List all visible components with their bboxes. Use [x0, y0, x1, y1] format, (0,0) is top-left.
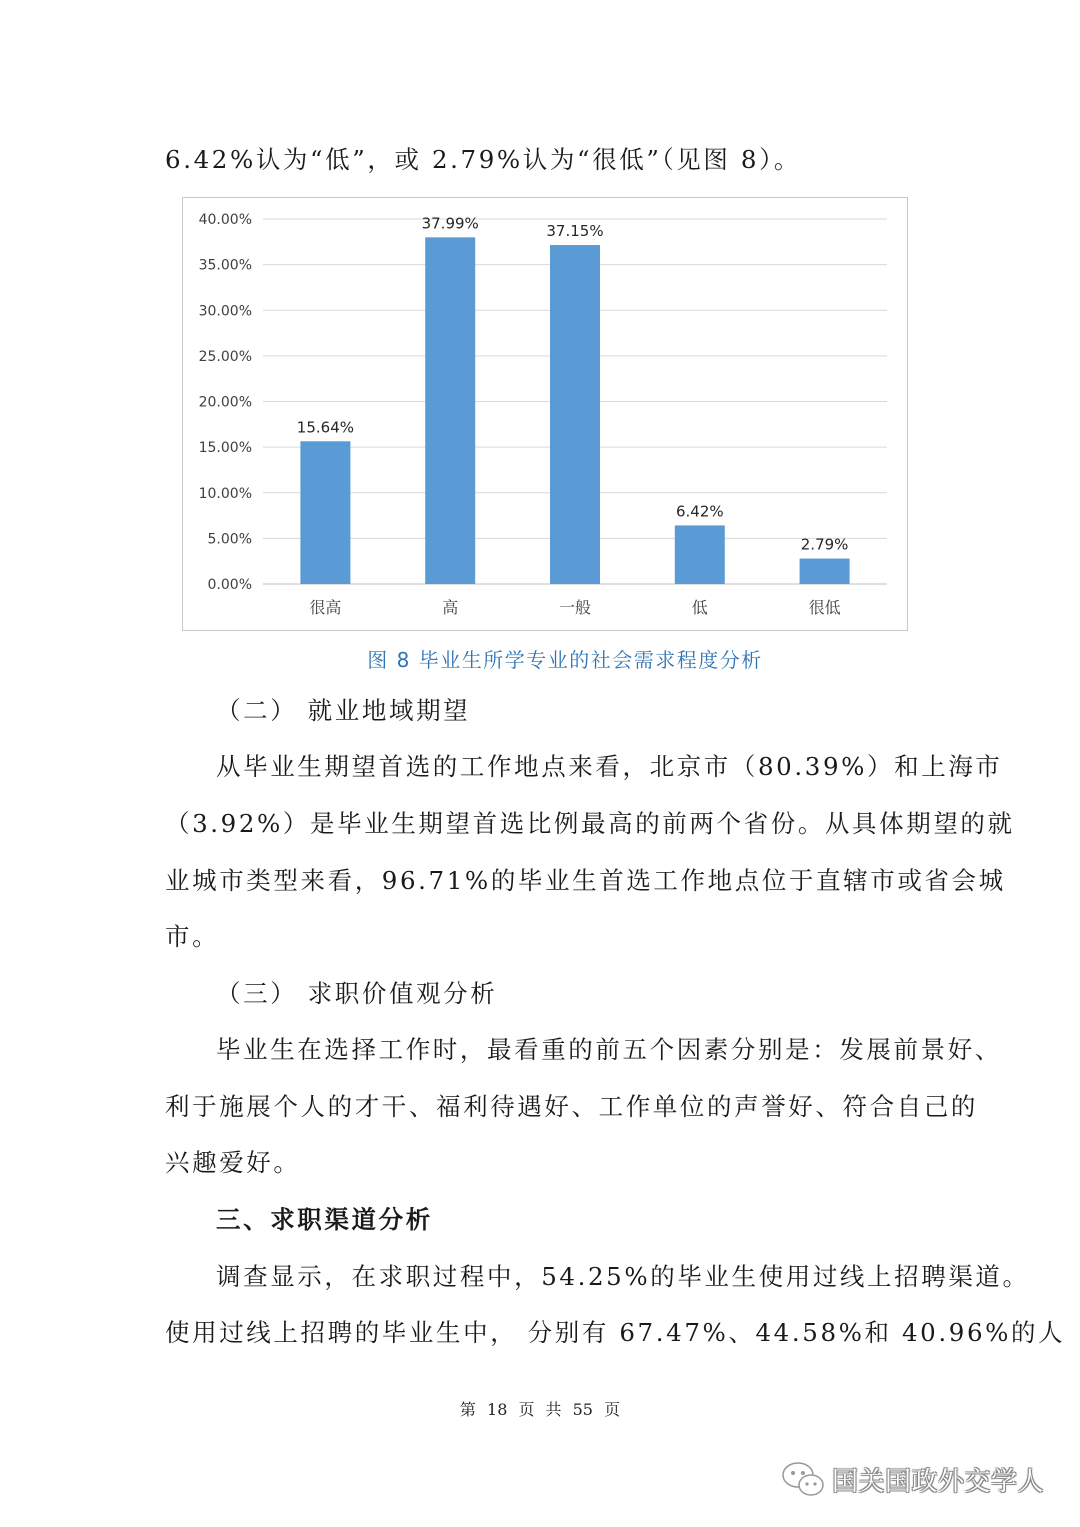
- data-label: 37.15%: [546, 222, 604, 241]
- wechat-icon: [780, 1459, 826, 1499]
- watermark-text: 国关国政外交学人: [832, 1466, 1045, 1497]
- section-2-heading: （二） 就业地域期望: [216, 696, 471, 725]
- y-tick-label: 40.00%: [198, 212, 252, 228]
- section-2-line-1: 从毕业生期望首选的工作地点来看，北京市（80.39%）和上海市: [216, 752, 1003, 781]
- y-tick-label: 10.00%: [198, 485, 252, 502]
- y-tick-label: 0.00%: [207, 577, 252, 593]
- bar: [300, 441, 350, 584]
- chapter-3-line-2: 使用过线上招聘的毕业生中， 分别有 67.47%、44.58%和 40.96%的人: [165, 1318, 1066, 1347]
- bar: [675, 525, 725, 584]
- x-tick-label: 很高: [309, 598, 342, 617]
- intro-line: 6.42%认为“低”，或 2.79%认为“很低”（见图 8）。: [165, 145, 802, 174]
- data-label: 6.42%: [675, 502, 724, 521]
- y-tick-label: 5.00%: [207, 531, 252, 548]
- data-label: 2.79%: [800, 535, 849, 554]
- y-tick-label: 20.00%: [198, 394, 252, 411]
- bar-chart: [182, 197, 908, 631]
- data-label: 15.64%: [296, 418, 355, 437]
- figure-caption: 图 8 毕业生所学专业的社会需求程度分析: [367, 648, 763, 672]
- bar-chart-svg: [183, 198, 909, 632]
- section-3-line-2: 利于施展个人的才干、福利待遇好、工作单位的声誉好、符合自己的: [165, 1092, 978, 1121]
- section-3-heading: （三） 求职价值观分析: [216, 979, 498, 1008]
- x-tick-label: 低: [691, 598, 708, 617]
- bar: [550, 245, 600, 584]
- page-footer: 第 18 页 共 55 页: [459, 1400, 621, 1419]
- section-2-line-4: 市。: [165, 922, 220, 951]
- watermark: [780, 1457, 1060, 1501]
- y-tick-label: 15.00%: [198, 440, 252, 457]
- chapter-3-heading: 三、求职渠道分析: [216, 1205, 433, 1234]
- bar: [800, 559, 850, 584]
- y-tick-label: 30.00%: [198, 303, 252, 320]
- section-2-line-3: 业城市类型来看，96.71%的毕业生首选工作地点位于直辖市或省会城: [165, 866, 1006, 895]
- chapter-3-line-1: 调查显示，在求职过程中，54.25%的毕业生使用过线上招聘渠道。: [216, 1262, 1030, 1291]
- x-tick-label: 很低: [808, 598, 841, 617]
- y-tick-label: 25.00%: [198, 348, 252, 365]
- section-2-line-2: （3.92%）是毕业生期望首选比例最高的前两个省份。从具体期望的就: [165, 809, 1015, 838]
- x-tick-label: 一般: [558, 598, 592, 617]
- y-tick-label: 35.00%: [198, 257, 252, 274]
- x-tick-label: 高: [442, 598, 459, 617]
- section-3-line-1: 毕业生在选择工作时，最看重的前五个因素分别是：发展前景好、: [216, 1035, 1002, 1064]
- data-label: 37.99%: [421, 214, 479, 233]
- bar: [425, 237, 475, 584]
- section-3-line-3: 兴趣爱好。: [165, 1148, 301, 1177]
